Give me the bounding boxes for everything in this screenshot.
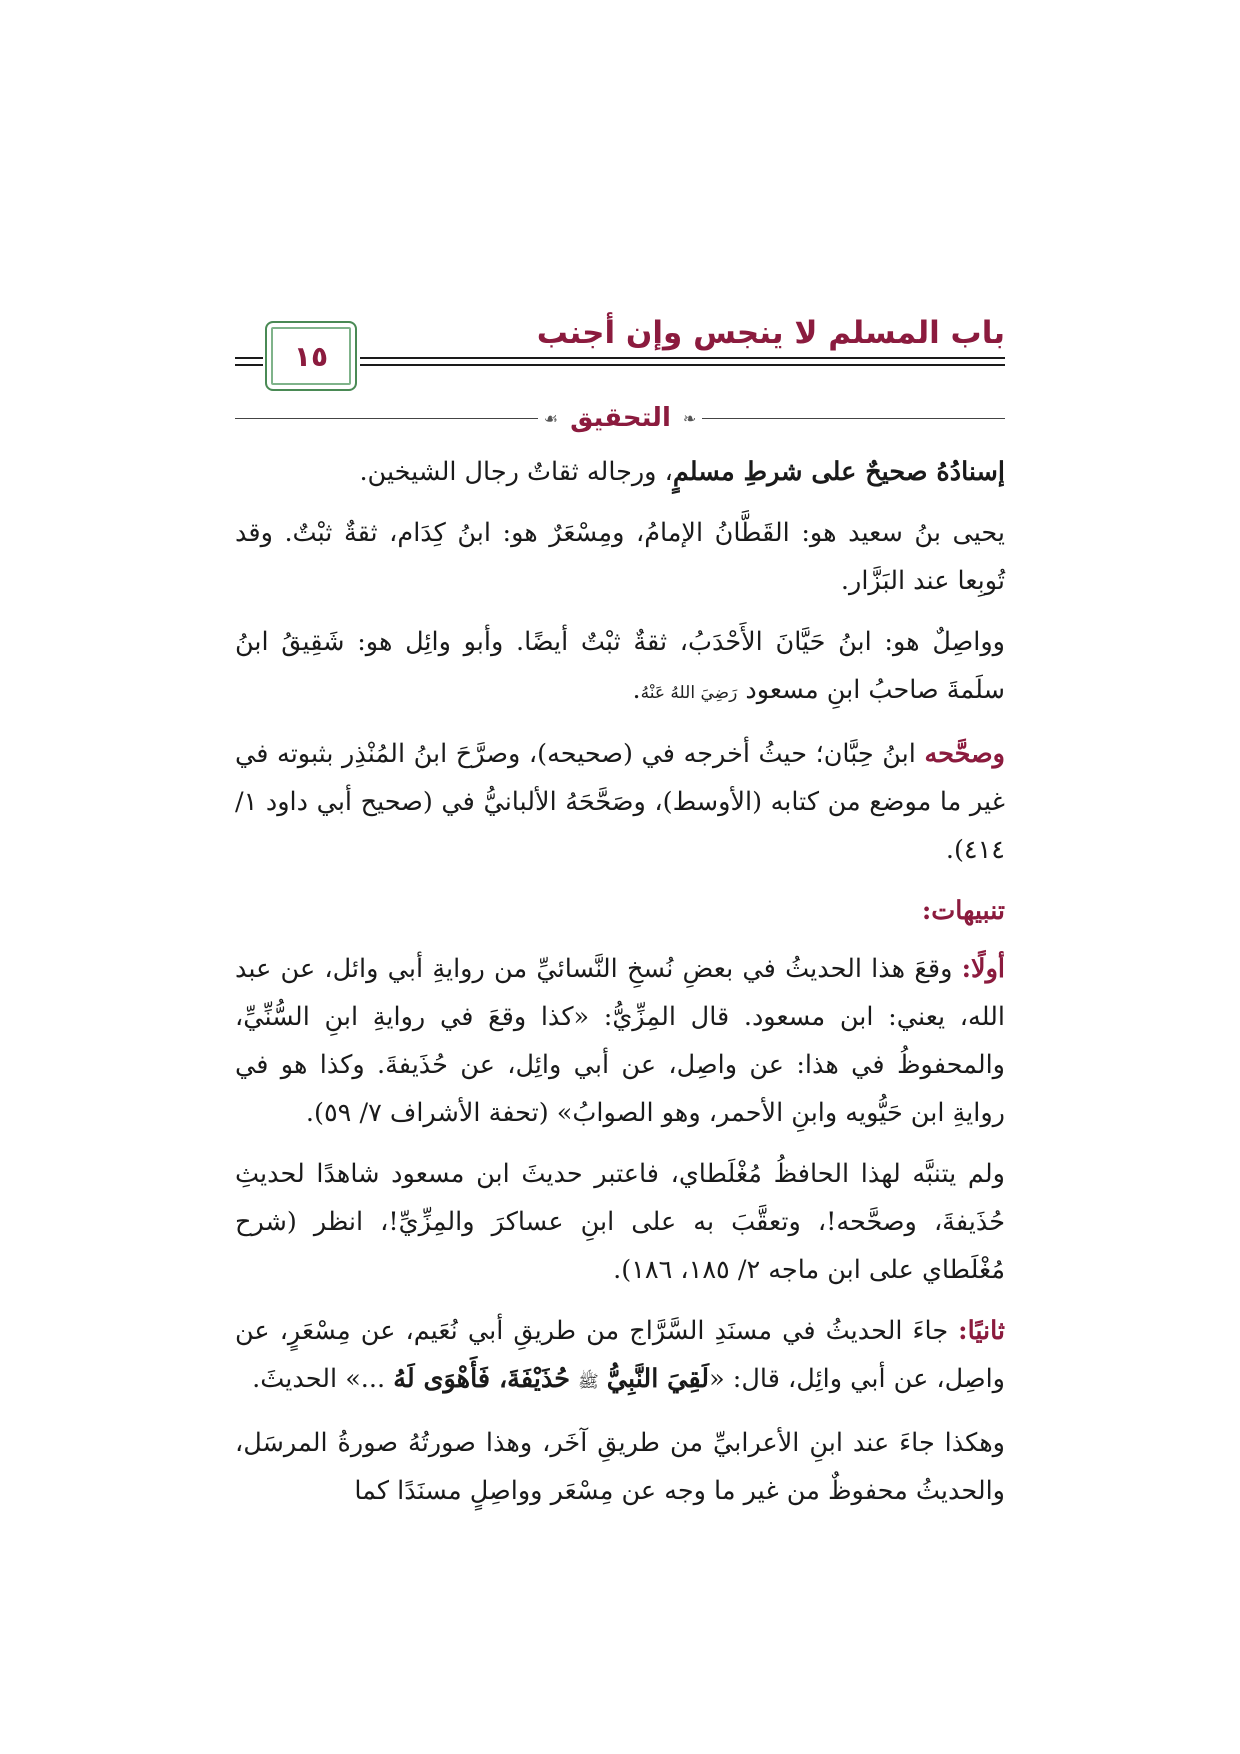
paragraph: [235, 1307, 1005, 1406]
paragraph-text: ولم يتنبَّه لهذا الحافظُ مُغْلَطاي، فاعتبر حديثَ ابن مسعود شاهدًا لحديثِ حُذَيفةَ، وصحَّحه!، وتعقَّبَ به على ابنِ عساكرَ والمِزِّيِّ!، انظر (شرح مُغْلَطاي على ابن ماجه ٢/ ١٨٥، ١٨٦).: [235, 1159, 1005, 1285]
honorific-glyph: ﷺ: [578, 1372, 599, 1392]
paragraph-text: ، ورجاله ثقاتٌ رجال الشيخين.: [359, 457, 673, 487]
paragraph-text: ابنُ حِبَّان؛ حيثُ أخرجه في (صحيحه)، وصرَّحَ ابنُ المُنْذِر بثبوته في غير ما موضع من كتابه (الأوسط)، وصَحَّحَهُ الألبانيُّ في (صحيح أبي داود ١/ ٤١٤).: [235, 739, 1005, 865]
honorific-glyph: رَضِيَ اللهُ عَنْهُ: [640, 683, 738, 703]
paragraph-text: وقعَ هذا الحديثُ في بعضِ نُسخِ النَّسائيِّ من روايةِ أبي وائل، عن عبد الله، يعني: ابن مسعود. قال المِزِّيُّ: «كذا وقعَ في روايةِ ابنِ السُّنِّيِّ، والمحفوظُ في هذا: عن واصِل، عن أبي وائِل، عن حُذَيفةَ. وكذا هو في روايةِ ابن حَيُّويه وابنِ الأحمر، وهو الصوابُ» (تحفة الأشراف ٧/ ٥٩).: [235, 954, 1005, 1128]
chapter-title: باب المسلم لا ينجس وإن أجنب: [536, 315, 1005, 351]
header-rule: [360, 364, 1005, 366]
paragraph-text: وهكذا جاءَ عند ابنِ الأعرابيِّ من طريقِ آخَر، وهذا صورتُهُ صورةُ المرسَل، والحديثُ محفوظٌ من غير ما وجه عن مِسْعَر وواصِلٍ مسنَدًا كما: [235, 1428, 1005, 1506]
highlight-term: ثانيًا:: [958, 1316, 1005, 1346]
paragraph: [235, 945, 1005, 1137]
paragraph: [235, 1150, 1005, 1294]
page-number: ١٥: [293, 339, 329, 373]
section-title-bar: [235, 400, 1005, 436]
hadith-quote: حُذَيْفَةَ، فَأَهْوَى لَهُ: [393, 1364, 571, 1394]
emphasis-text: إسنادُهُ صحيحٌ على شرطِ مسلمٍ: [672, 457, 1005, 487]
paragraph: [235, 618, 1005, 717]
notes-heading: تنبيهات:: [921, 896, 1005, 926]
paragraph-text: يحيى بنُ سعيد هو: القَطَّانُ الإمامُ، ومِسْعَرٌ هو: ابنُ كِدَام، ثقةٌ ثبْتٌ. وقد تُوبِعا عند البَزَّار.: [235, 518, 1005, 596]
ornament-icon: ❧: [682, 408, 697, 428]
paragraph-text: ...» الحديثَ.: [252, 1364, 394, 1394]
body-text: [235, 448, 1005, 1528]
paragraph: [235, 1419, 1005, 1515]
section-title: التحقيق: [570, 403, 671, 433]
ornament-icon: ☙: [543, 408, 559, 428]
paragraph-text: وواصِلٌ هو: ابنُ حَيَّانَ الأَحْدَبُ، ثقةٌ ثبْتٌ أيضًا. وأبو وائِل هو: شَقِيقُ ابنُ سلَمةَ صاحبُ ابنِ مسعود: [235, 627, 1005, 705]
highlight-term: أولًا:: [961, 954, 1005, 984]
header-rule: [360, 357, 1005, 359]
page-number-badge: [265, 321, 357, 391]
paragraph-text: .: [632, 675, 641, 705]
header-rule-left: [235, 357, 263, 359]
paragraph-text: جاءَ الحديثُ في مسنَدِ السَّرَّاج من طريقِ أبي نُعَيم، عن مِسْعَرٍ، عن واصِل، عن أبي وائِل، قال: «: [235, 1316, 1005, 1394]
hadith-quote: لَقِيَ النَّبِيُّ: [606, 1364, 710, 1394]
divider-line: [702, 418, 1005, 419]
header-rule-left: [235, 364, 263, 366]
paragraph: [235, 448, 1005, 496]
paragraph: [235, 730, 1005, 874]
paragraph: [235, 509, 1005, 605]
divider-line: [235, 418, 538, 419]
page-header: [235, 315, 1005, 395]
highlight-term: وصحَّحه: [924, 739, 1005, 769]
